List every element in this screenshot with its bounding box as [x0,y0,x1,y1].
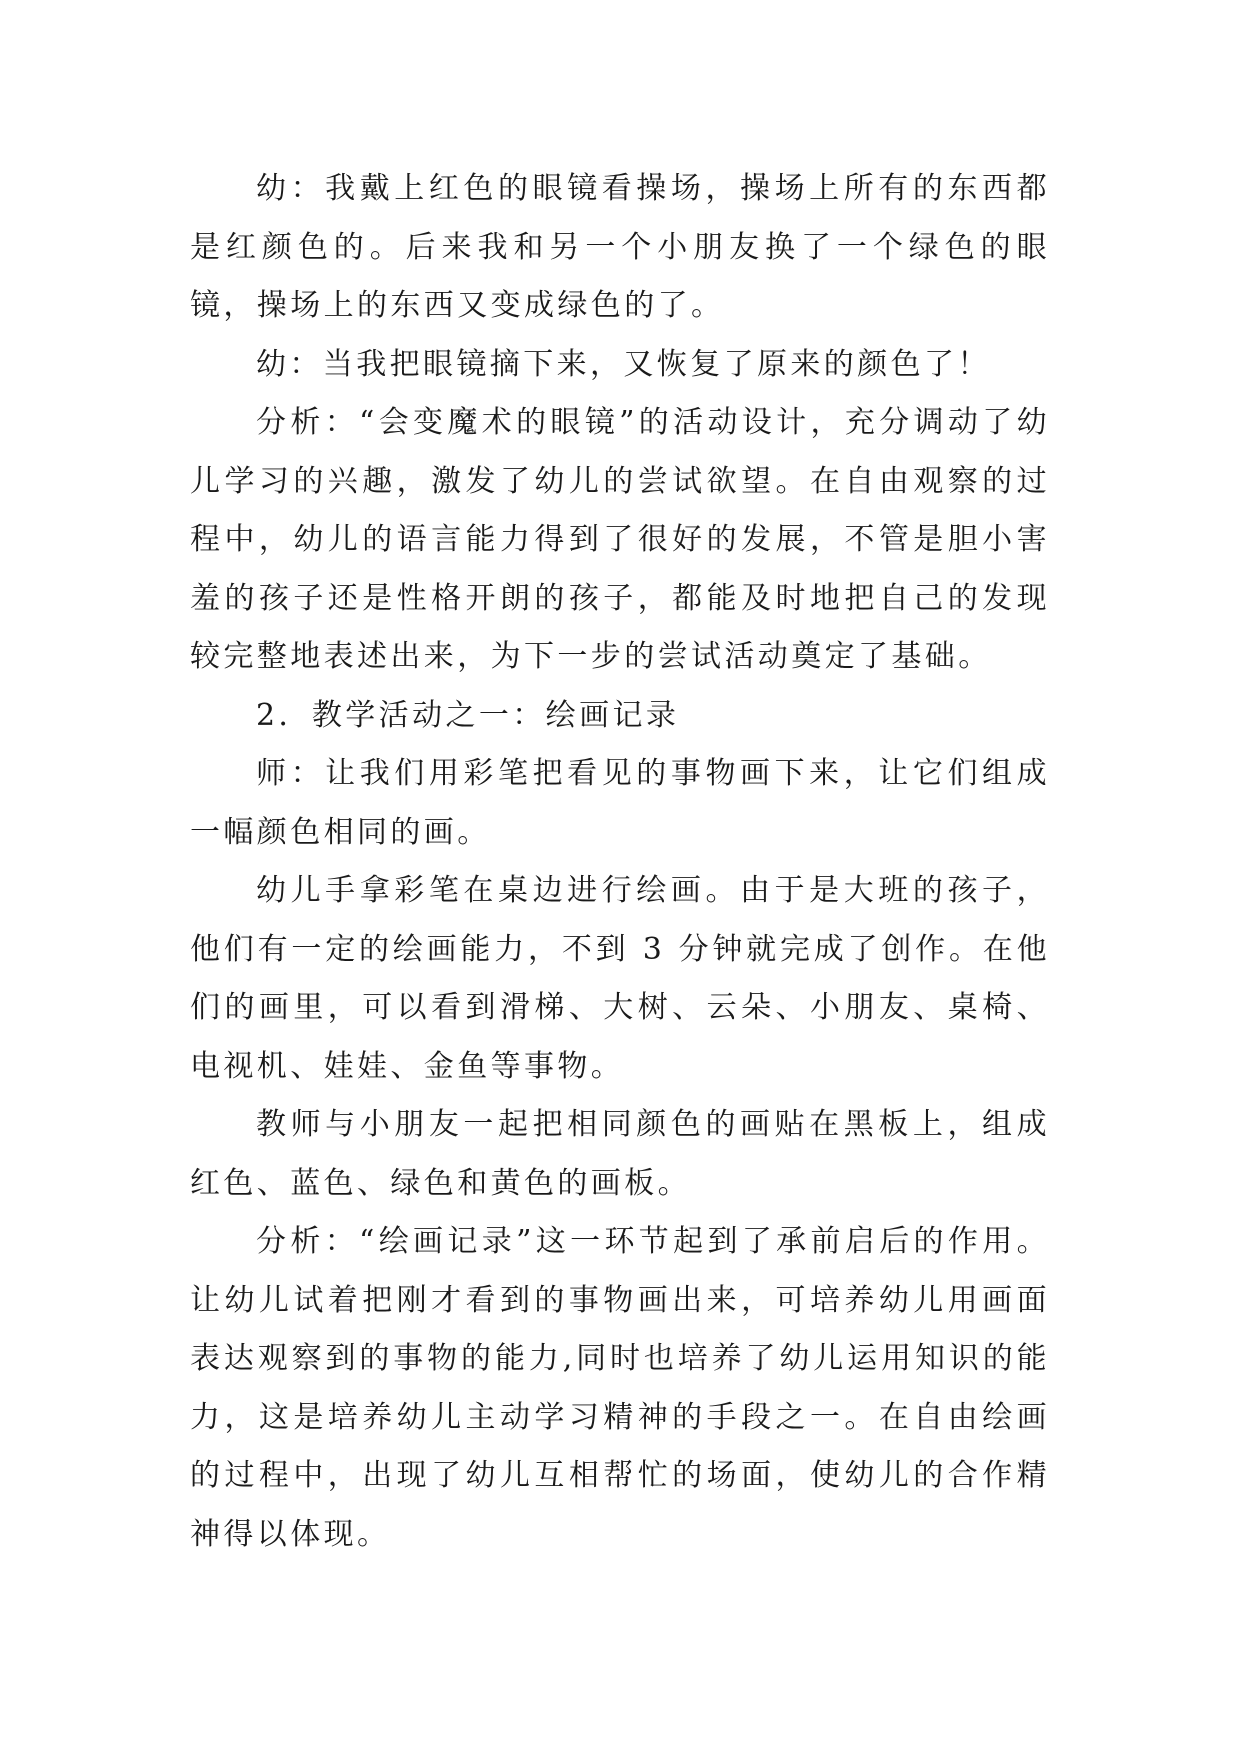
paragraph-analysis-drawing-record: 分析：“绘画记录”这一环节起到了承前启后的作用。让幼儿试着把刚才看到的事物画出来，可培养幼儿用画面表达观察到的事物的能力,同时也培养了幼儿运用知识的能力，这是培养幼儿主动学习精神的手段之一。在自由绘画的过程中，出现了幼儿互相帮忙的场面，使幼儿的合作精神得以体现。 [190,1224,1050,1552]
paragraph-teacher-instruction: 师：让我们用彩笔把看见的事物画下来，让它们组成一幅颜色相同的画。 [190,756,1050,850]
paragraph-color-boards: 教师与小朋友一起把相同颜色的画贴在黑板上，组成红色、蓝色、绿色和黄色的画板。 [190,1107,1050,1201]
paragraph-analysis-magic-glasses: 分析：“会变魔术的眼镜”的活动设计，充分调动了幼儿学习的兴趣，激发了幼儿的尝试欲望。在自由观察的过程中，幼儿的语言能力得到了很好的发展，不管是胆小害羞的孩子还是性格开朗的孩子，都能及时地把自己的发现较完整地表述出来，为下一步的尝试活动奠定了基础。 [190,405,1050,674]
paragraph-children-drawing: 幼儿手拿彩笔在桌边进行绘画。由于是大班的孩子，他们有一定的绘画能力，不到 3 分钟就完成了创作。在他们的画里，可以看到滑梯、大树、云朵、小朋友、桌椅、电视机、娃娃、金鱼等事物。 [190,873,1050,1084]
section-heading-drawing-record: 2．教学活动之一：绘画记录 [256,697,680,733]
paragraph-dialogue-remove-glasses: 幼：当我把眼镜摘下来，又恢复了原来的颜色了！ [256,346,991,382]
document-body [190,160,1050,1564]
paragraph-dialogue-red-glasses: 幼：我戴上红色的眼镜看操场，操场上所有的东西都是红颜色的。后来我和另一个小朋友换了一个绿色的眼镜，操场上的东西又变成绿色的了。 [190,171,1050,323]
